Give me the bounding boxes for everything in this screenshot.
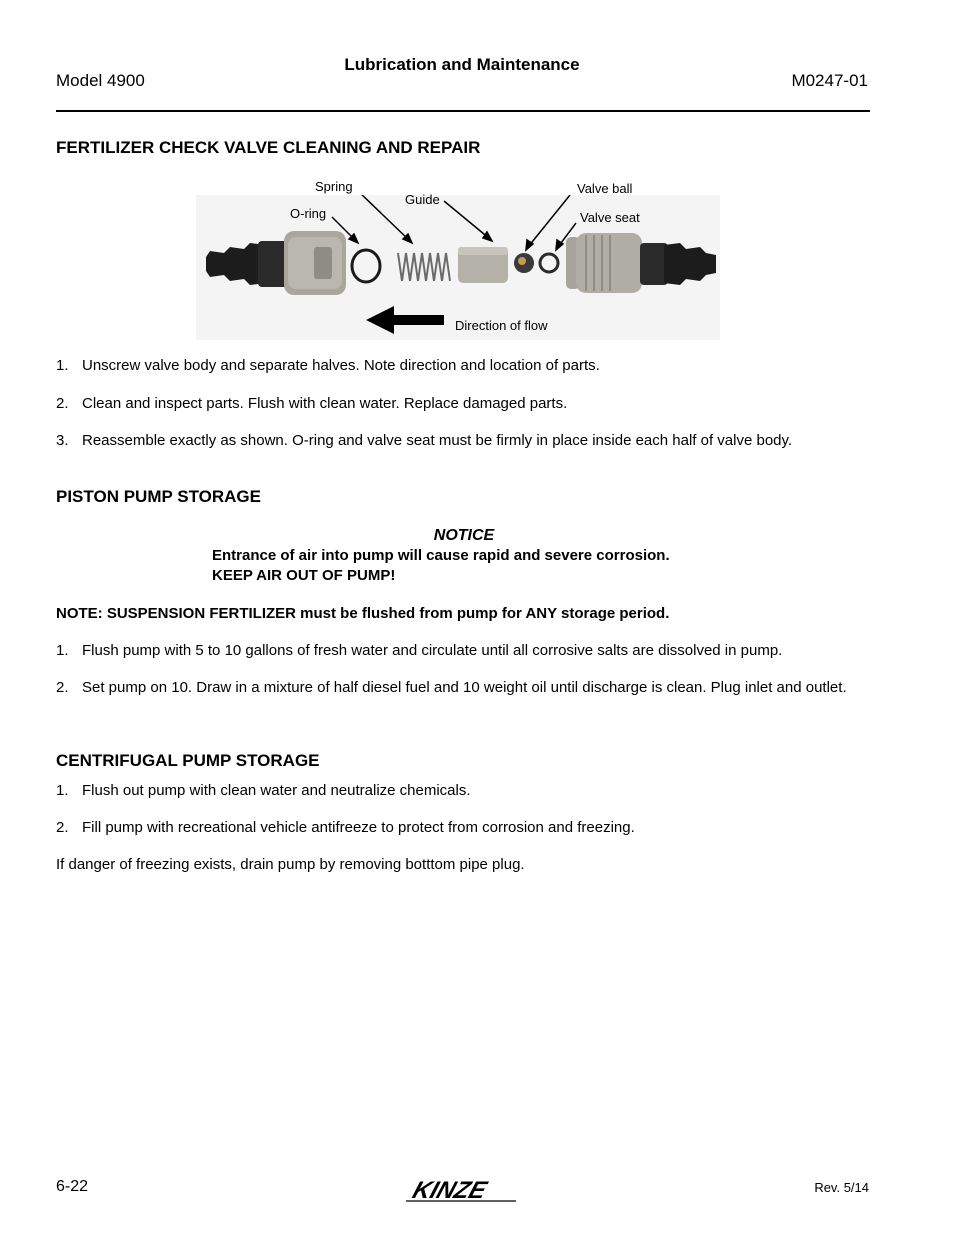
label-spring: Spring: [315, 179, 353, 194]
freezing-paragraph: If danger of freezing exists, drain pump by removing botttom pipe plug.: [56, 856, 525, 873]
piston-pump-step-1: 1. Flush pump with 5 to 10 gallons of fresh water and circulate until all corrosive salts are dissolved in pump.: [56, 642, 783, 659]
label-flow-direction: Direction of flow: [455, 318, 548, 333]
centrifugal-pump-step-1: 1. Flush out pump with clean water and neutralize chemicals.: [56, 782, 471, 799]
piston-pump-section-title: PISTON PUMP STORAGE: [56, 487, 261, 506]
page-number: 6-22: [56, 1178, 89, 1195]
document-number: M0247-01: [791, 71, 868, 90]
revision-label: Rev. 5/14: [814, 1180, 869, 1195]
check-valve-step-3: 3. Reassemble exactly as shown. O-ring and valve seat must be firmly in place inside each half of valve body.: [56, 432, 793, 449]
kinze-logo-mark: [404, 1177, 524, 1203]
notice-line-2: KEEP AIR OUT OF PUMP!: [212, 567, 396, 584]
header-title: Lubrication and Maintenance: [344, 55, 580, 74]
kinze-logo: [404, 1177, 524, 1203]
label-valve-ball: Valve ball: [577, 181, 633, 196]
label-guide: Guide: [405, 192, 440, 207]
centrifugal-pump-step-2: 2. Fill pump with recreational vehicle antifreeze to protect from corrosion and freezing.: [56, 819, 635, 836]
svg-text:KINZE: KINZE: [409, 1177, 490, 1203]
header-rule: [56, 110, 870, 112]
notice-line-1: Entrance of air into pump will cause rapid and severe corrosion.: [212, 547, 670, 564]
centrifugal-pump-section-title: CENTRIFUGAL PUMP STORAGE: [56, 751, 320, 770]
notice-title: NOTICE: [433, 527, 495, 544]
check-valve-step-1: 1. Unscrew valve body and separate halves. Note direction and location of parts.: [56, 357, 600, 374]
check-valve-section-title: FERTILIZER CHECK VALVE CLEANING AND REPAIR: [56, 138, 481, 157]
suspension-fertilizer-note: NOTE: SUSPENSION FERTILIZER must be flushed from pump for ANY storage period.: [56, 605, 670, 622]
piston-pump-step-2: 2. Set pump on 10. Draw in a mixture of half diesel fuel and 10 weight oil until discharge is clean. Plug inlet and outlet.: [56, 679, 847, 696]
check-valve-step-2: 2. Clean and inspect parts. Flush with clean water. Replace damaged parts.: [56, 395, 568, 412]
label-valve-seat: Valve seat: [580, 210, 640, 225]
label-oring: O-ring: [290, 206, 327, 221]
model-label: Model 4900: [56, 71, 145, 90]
